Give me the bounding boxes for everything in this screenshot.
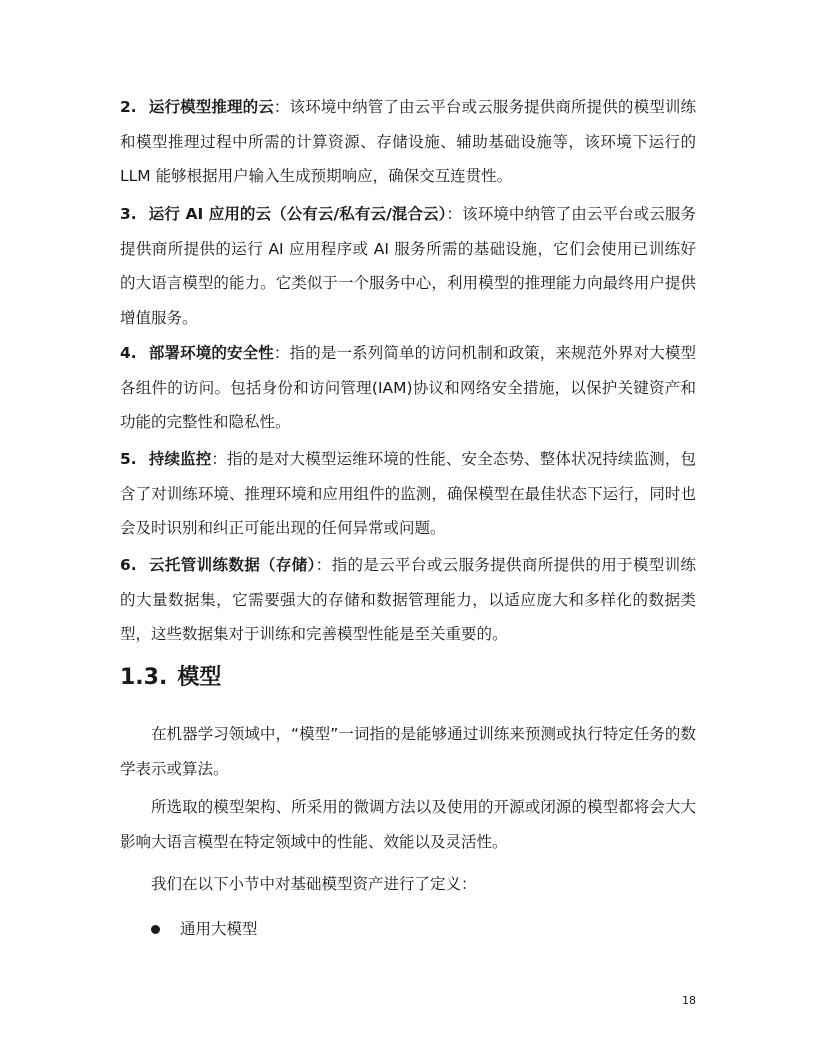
section-number: 1.3. bbox=[120, 665, 168, 690]
list-number: 2. bbox=[120, 98, 137, 116]
list-text: ：指的是一系列简单的访问机制和政策，来规范外界对大模型各组件的访问。包括身份和访问管理(IAM)协议和网络安全措施，以保护关键资产和功能的完整性和隐私性。 bbox=[120, 344, 696, 431]
list-term: 运行 AI 应用的云（公有云/私有云/混合云） bbox=[148, 205, 447, 223]
paragraph: 我们在以下小节中对基础模型资产进行了定义： bbox=[151, 875, 477, 893]
list-item-6 bbox=[120, 548, 696, 652]
list-number: 6. bbox=[120, 556, 137, 574]
list-text: ：指的是云平台或云服务提供商所提供的用于模型训练的大量数据集，它需要强大的存储和数据管理能力，以适应庞大和多样化的数据类型，这些数据集对于训练和完善模型性能是至关重要的。 bbox=[120, 556, 696, 643]
section-heading bbox=[120, 660, 221, 696]
list-item-4 bbox=[120, 336, 696, 440]
list-term: 部署环境的安全性 bbox=[148, 344, 274, 362]
list-text: ：该环境中纳管了由云平台或云服务提供商所提供的运行 AI 应用程序或 AI 服务所需的基础设施，它们会使用已训练好的大语言模型的能力。它类似于一个服务中心，利用模型的推理能力向最终用户提供增值服务。 bbox=[120, 205, 696, 327]
bullet-text: 通用大模型 bbox=[180, 920, 258, 938]
list-term: 运行模型推理的云 bbox=[148, 98, 274, 116]
list-item-3 bbox=[120, 197, 696, 335]
paragraph: 在机器学习领域中，“模型”一词指的是能够通过训练来预测或执行特定任务的数学表示或算法。 bbox=[120, 725, 696, 778]
list-number: 3. bbox=[120, 205, 137, 223]
list-text: ：指的是对大模型运维环境的性能、安全态势、整体状况持续监测，包含了对训练环境、推理环境和应用组件的监测，确保模型在最佳状态下运行，同时也会及时识别和纠正可能出现的任何异常或问题。 bbox=[120, 450, 696, 537]
page-number: 18 bbox=[682, 994, 696, 1007]
list-number: 5. bbox=[120, 450, 137, 468]
list-term: 云托管训练数据（存储） bbox=[148, 556, 316, 574]
bullet-dot-icon bbox=[151, 925, 160, 934]
list-item-5 bbox=[120, 442, 696, 546]
bullet-item bbox=[151, 912, 258, 946]
section-title: 模型 bbox=[177, 665, 222, 690]
list-term: 持续监控 bbox=[148, 450, 212, 468]
list-item-2 bbox=[120, 90, 696, 194]
list-number: 4. bbox=[120, 344, 137, 362]
paragraph: 所选取的模型架构、所采用的微调方法以及使用的开源或闭源的模型都将会大大影响大语言模型在特定领域中的性能、效能以及灵活性。 bbox=[120, 798, 696, 851]
list-text: ：该环境中纳管了由云平台或云服务提供商所提供的模型训练和模型推理过程中所需的计算资源、存储设施、辅助基础设施等，该环境下运行的 LLM 能够根据用户输入生成预期响应，确保交互连贯性。 bbox=[120, 98, 696, 185]
